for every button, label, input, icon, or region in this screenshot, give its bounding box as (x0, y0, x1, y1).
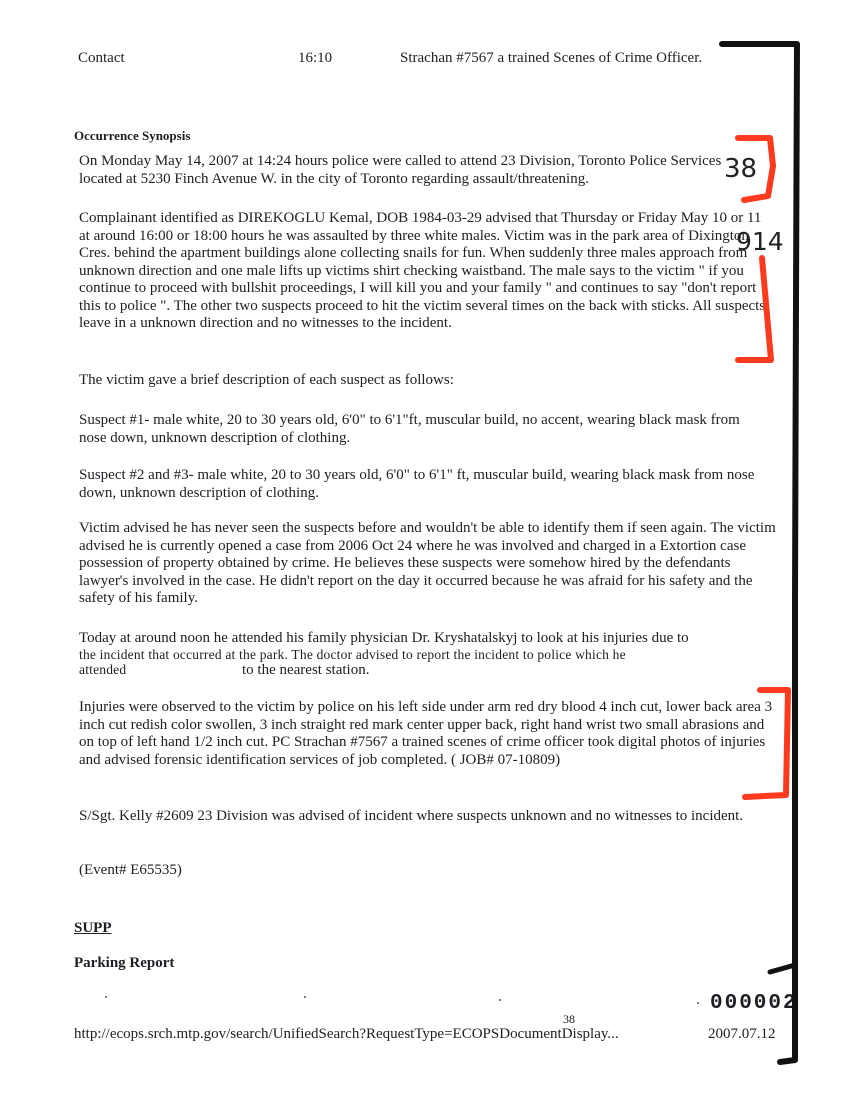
paragraph-suspect-intro: The victim gave a brief description of each suspect as follows: (79, 372, 454, 388)
scan-speck (105, 996, 107, 998)
red-bracket-2 (738, 258, 771, 360)
paragraph-physician-line2: the incident that occurred at the park. The doctor advised to report the incident to police which he (79, 647, 626, 662)
black-bracket-notch (770, 965, 795, 972)
red-bracket-1 (738, 138, 773, 200)
scan-speck (499, 999, 501, 1001)
paragraph-kelly: S/Sgt. Kelly #2609 23 Division was advised of incident where suspects unknown and no witnesses to incident. (79, 808, 744, 824)
annotation-38: 38 (724, 154, 758, 184)
bates-number: 000002 (710, 992, 798, 1015)
page-number-overlay: 38 (563, 1012, 575, 1026)
parking-report-label: Parking Report (74, 955, 175, 971)
header-contact: Contact (78, 50, 125, 66)
paragraph-physician-line3b: to the nearest station. (242, 662, 370, 678)
scan-speck (304, 996, 306, 998)
paragraph-call: On Monday May 14, 2007 at 14:24 hours police were called to attend 23 Division, Toronto Police Services located at 5230 Finch Avenue W. in the city of Toronto regarding assault/threatening. (79, 153, 722, 187)
red-bracket-3 (745, 690, 788, 797)
paragraph-physician-line1: Today at around noon he attended his family physician Dr. Kryshatalskyj to look at his injuries due to (79, 630, 689, 646)
paragraph-complainant: Complainant identified as DIREKOGLU Kemal, DOB 1984-03-29 advised that Thursday or Friday May 10 or 11 at around 16:00 or 18:00 hours he was assaulted by three white males. Victim was in the park area of Dixington Cres. behind the apartment buildings alone collecting snails for fun. When suddenly three males approach from unknown direction and one male lifts up victims shirt checking waistband. The male says to the victim " if you continue to proceed with bullshit proceedings, I will kill you and your family " and continues to say "don't report this to police ". The other two suspects proceed to hit the victim several times on the back with sticks. All suspects leave in a unknown direction and no witnesses to the incident. (79, 210, 766, 331)
scan-speck (697, 1002, 699, 1004)
header-time: 16:10 (298, 50, 333, 66)
annotation-914: 914 (736, 227, 784, 256)
paragraph-victim-advised: Victim advised he has never seen the suspects before and wouldn't be able to identify them if seen again. The victim advised he is currently opened a case from 2006 Oct 24 where he was involved and charged in a Extortion case possession of property obtained by crime. He believes these suspects were somehow hired by the defendants lawyer's involved in the case. He didn't report on the day it occurred because he was afraid for his safety and the safety of his family. (79, 520, 776, 606)
paragraph-injuries: Injuries were observed to the victim by police on his left side under arm red dry blood 4 inch cut, lower back area 3 inch cut redish color swollen, 3 inch straight red mark center upper back, right hand wrist two small abrasions and on top of left hand 1/2 inch cut. PC Strachan #7567 a trained scenes of crime officer took digital photos of injuries and advised forensic identification services of job completed. ( JOB# 07-10809) (79, 699, 773, 768)
supp-label: SUPP (74, 920, 112, 936)
footer-date: 2007.07.12 (708, 1026, 776, 1042)
paragraph-suspect-1: Suspect #1- male white, 20 to 30 years old, 6'0" to 6'1"ft, muscular build, no accent, wearing black mask from nose down, unknown description of clothing. (79, 412, 740, 446)
section-heading-synopsis: Occurrence Synopsis (74, 128, 191, 143)
paragraph-physician-line3a: attended (79, 662, 127, 677)
paragraph-event: (Event# E65535) (79, 862, 182, 878)
header-officer: Strachan #7567 a trained Scenes of Crime Officer. (400, 50, 703, 66)
paragraph-suspect-2-3: Suspect #2 and #3- male white, 20 to 30 years old, 6'0" to 6'1" ft, muscular build, wearing black mask from nose down, unknown description of clothing. (79, 467, 755, 501)
footer-url: http://ecops.srch.mtp.gov/search/UnifiedSearch?RequestType=ECOPSDocumentDisplay... (74, 1026, 619, 1042)
